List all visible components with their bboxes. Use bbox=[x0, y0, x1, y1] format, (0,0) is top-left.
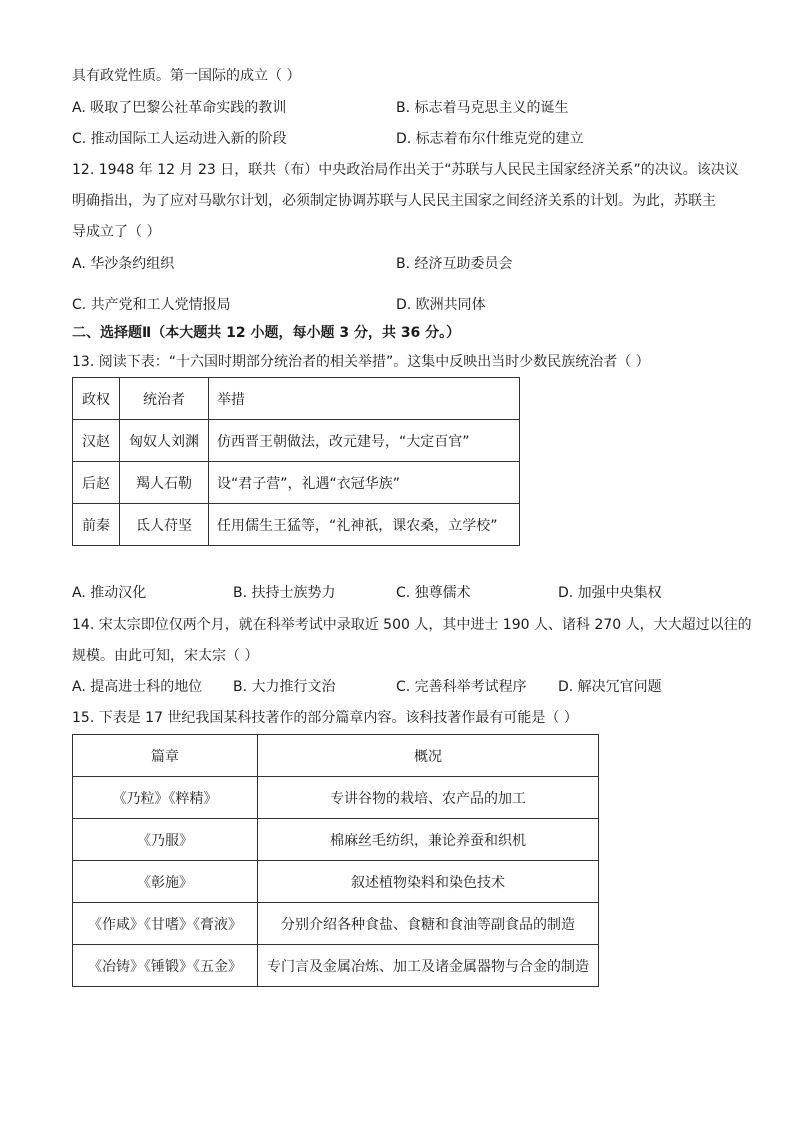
q14-option-a: A. 提高进士科的地位 bbox=[72, 679, 203, 695]
q14-option-c: C. 完善科举考试程序 bbox=[396, 679, 527, 695]
table-cell: 棉麻丝毛纺织，兼论养蚕和织机 bbox=[258, 819, 599, 861]
table-row bbox=[73, 462, 520, 504]
table-row bbox=[73, 504, 520, 546]
table-cell: 前秦 bbox=[73, 504, 120, 546]
table-cell: 汉赵 bbox=[73, 420, 120, 462]
table-cell: 分别介绍各种食盐、食糖和食油等副食品的制造 bbox=[258, 903, 599, 945]
q14-stem-line-1: 14. 宋太宗即位仅两个月，就在科举考试中录取近 500 人，其中进士 190 人、诸科 270 人，大大超过以往的 bbox=[72, 617, 752, 633]
table-header-row bbox=[73, 378, 520, 420]
table-cell: 《乃服》 bbox=[73, 819, 258, 861]
table-header-cell: 概况 bbox=[258, 735, 599, 777]
q15-stem: 15. 下表是 17 世纪我国某科技著作的部分篇章内容。该科技著作最有可能是（ ） bbox=[72, 710, 578, 726]
q12-stem-line-2: 明确指出，为了应对马歇尔计划，必须制定协调苏联与人民民主国家之间经济关系的计划。为此，苏联主 bbox=[72, 193, 716, 209]
table-row bbox=[73, 903, 599, 945]
table-cell: 设“君子营”，礼遇“衣冠华族” bbox=[209, 462, 520, 504]
table-cell: 《冶铸》《锤锻》《五金》 bbox=[73, 945, 258, 987]
table-cell: 羯人石勒 bbox=[120, 462, 209, 504]
q13-stem: 13. 阅读下表：“十六国时期部分统治者的相关举措”。这集中反映出当时少数民族统治者（ ） bbox=[72, 354, 650, 370]
table-row bbox=[73, 420, 520, 462]
table-header-cell: 统治者 bbox=[120, 378, 209, 420]
table-cell: 《作咸》《甘嗜》《膏液》 bbox=[73, 903, 258, 945]
q12-option-b: B. 经济互助委员会 bbox=[396, 256, 513, 272]
q15-table bbox=[72, 734, 599, 987]
table-header-cell: 政权 bbox=[73, 378, 120, 420]
q13-table bbox=[72, 377, 520, 546]
q12-stem-line-3: 导成立了（ ） bbox=[72, 224, 161, 240]
table-cell: 任用儒生王猛等，“礼神祇，课农桑，立学校” bbox=[209, 504, 520, 546]
table-row bbox=[73, 819, 599, 861]
table-row bbox=[73, 945, 599, 987]
table-cell: 《乃粒》《粹精》 bbox=[73, 777, 258, 819]
q14-stem-line-2: 规模。由此可知，宋太宗（ ） bbox=[72, 648, 259, 664]
table-cell: 后赵 bbox=[73, 462, 120, 504]
table-cell: 专门言及金属冶炼、加工及诸金属器物与合金的制造 bbox=[258, 945, 599, 987]
q14-option-d: D. 解决冗官问题 bbox=[558, 679, 662, 695]
q11-option-b: B. 标志着马克思主义的诞生 bbox=[396, 100, 569, 116]
section-2-heading: 二、选择题Ⅱ（本大题共 12 小题，每小题 3 分，共 36 分。） bbox=[72, 325, 461, 341]
table-header-cell: 举措 bbox=[209, 378, 520, 420]
q13-option-c: C. 独尊儒术 bbox=[396, 585, 471, 601]
q13-option-d: D. 加强中央集权 bbox=[558, 585, 662, 601]
q14-option-b: B. 大力推行文治 bbox=[233, 679, 336, 695]
table-header-cell: 篇章 bbox=[73, 735, 258, 777]
q11-option-c: C. 推动国际工人运动进入新的阶段 bbox=[72, 131, 287, 147]
q12-option-d: D. 欧洲共同体 bbox=[396, 297, 486, 313]
q12-stem-line-1: 12. 1948 年 12 月 23 日，联共（布）中央政治局作出关于“苏联与人民民主国家经济关系”的决议。该决议 bbox=[72, 162, 739, 178]
table-cell: 仿西晋王朝做法，改元建号，“大定百官” bbox=[209, 420, 520, 462]
q12-option-c: C. 共产党和工人党情报局 bbox=[72, 297, 231, 313]
q13-option-a: A. 推动汉化 bbox=[72, 585, 147, 601]
table-row bbox=[73, 861, 599, 903]
table-cell: 匈奴人刘渊 bbox=[120, 420, 209, 462]
table-row bbox=[73, 777, 599, 819]
q12-option-a: A. 华沙条约组织 bbox=[72, 256, 175, 272]
q11-option-a: A. 吸取了巴黎公社革命实践的教训 bbox=[72, 100, 287, 116]
table-header-row bbox=[73, 735, 599, 777]
q11-stem-tail: 具有政党性质。第一国际的成立（ ） bbox=[72, 68, 301, 84]
q11-option-d: D. 标志着布尔什维克党的建立 bbox=[396, 131, 584, 147]
table-cell: 叙述植物染料和染色技术 bbox=[258, 861, 599, 903]
table-cell: 《彰施》 bbox=[73, 861, 258, 903]
q13-option-b: B. 扶持士族势力 bbox=[233, 585, 336, 601]
table-cell: 氐人苻坚 bbox=[120, 504, 209, 546]
table-cell: 专讲谷物的栽培、农产品的加工 bbox=[258, 777, 599, 819]
